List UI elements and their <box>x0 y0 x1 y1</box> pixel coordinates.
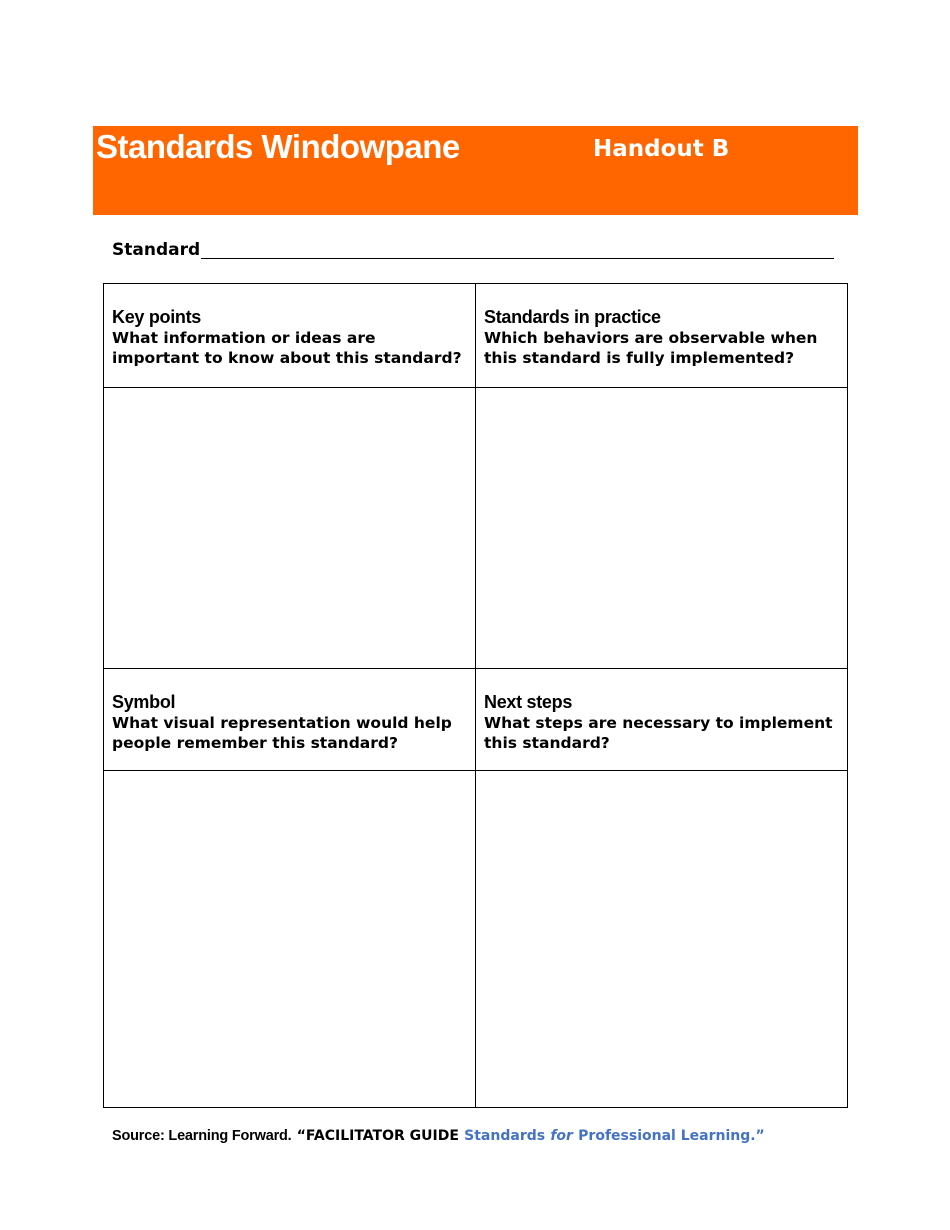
key-points-response[interactable] <box>104 388 475 668</box>
publication-title-italic: for <box>550 1128 573 1144</box>
standards-in-practice-title: Standards in practice <box>484 307 661 327</box>
standards-in-practice-header <box>476 284 847 387</box>
page-title: Standards Windowpane <box>96 128 460 165</box>
source-citation <box>112 1124 765 1147</box>
handout-label: Handout B <box>593 136 730 162</box>
next-steps-header <box>476 669 847 770</box>
source-label: Source: Learning Forward. <box>112 1128 292 1144</box>
key-points-title: Key points <box>112 307 202 327</box>
standards-in-practice-response[interactable] <box>476 388 847 668</box>
key-points-header <box>104 284 475 387</box>
next-steps-response[interactable] <box>476 771 847 1107</box>
key-points-question: What information or ideas are important to know about this standard? <box>112 329 462 367</box>
standard-field <box>112 238 834 262</box>
symbol-response[interactable] <box>104 771 475 1107</box>
standard-input-line[interactable] <box>201 258 834 259</box>
next-steps-question: What steps are necessary to implement this standard? <box>484 714 833 752</box>
standards-in-practice-question: Which behaviors are observable when this standard is fully implemented? <box>484 329 818 367</box>
publication-title-part2: Professional Learning.” <box>578 1128 765 1144</box>
next-steps-title: Next steps <box>484 692 573 712</box>
publication-title-part1: Standards <box>464 1128 546 1144</box>
symbol-question: What visual representation would help people remember this standard? <box>112 714 452 752</box>
symbol-header <box>104 669 475 770</box>
symbol-title: Symbol <box>112 692 176 712</box>
standard-label: Standard <box>112 240 201 260</box>
title-banner <box>93 126 858 215</box>
windowpane-grid <box>103 283 848 1108</box>
guide-label: “FACILITATOR GUIDE <box>296 1128 459 1144</box>
